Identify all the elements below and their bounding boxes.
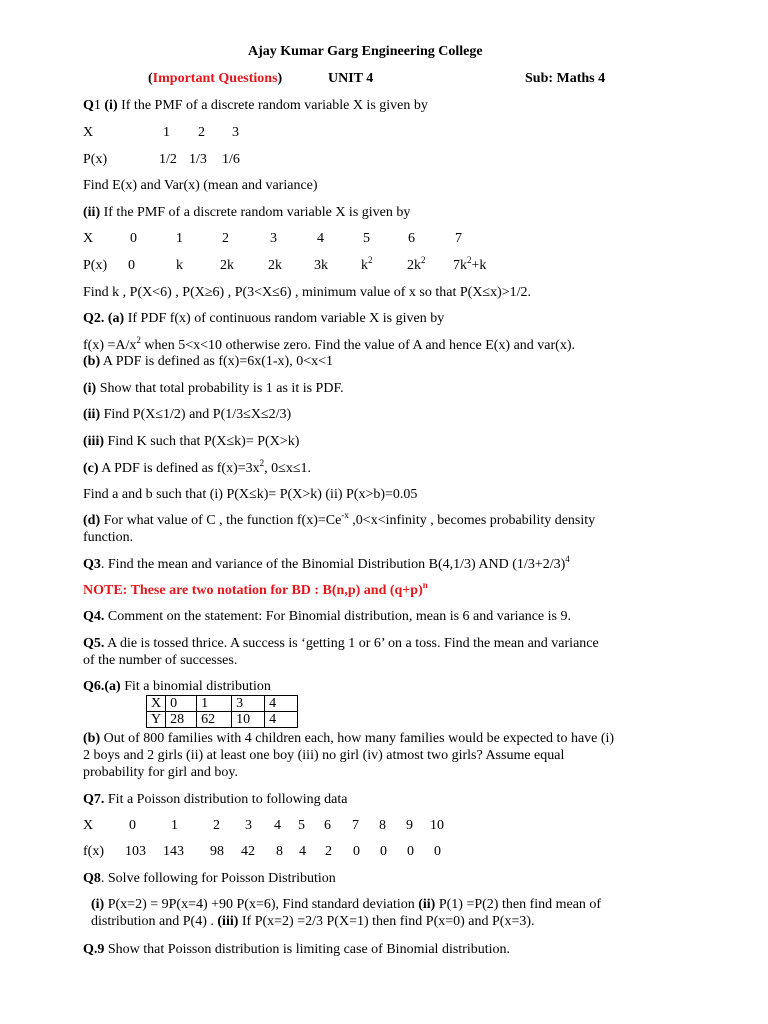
q2-c-find: Find a and b such that (i) P(X≤k)= P(X>k) (ii) P(x>b)=0.05 (83, 487, 418, 502)
q1-part-ii: (ii) (83, 205, 101, 220)
q1-t2-p-value: 2k (407, 258, 421, 273)
q1-t2-x-7: 7 (455, 231, 462, 246)
q3-note-sup: n (422, 580, 428, 590)
q1-t1-x-0: 1 (163, 125, 170, 140)
q3-text-a: . Find the mean and variance of the Binomial Distribution B(4,1/3) AND (1/3+2/3) (100, 557, 566, 572)
important-questions-label (148, 70, 282, 87)
q3-note (83, 582, 428, 599)
q7-x-9: 9 (406, 818, 413, 833)
q7-x-6: 6 (324, 818, 331, 833)
q9-num: Q.9 (83, 942, 105, 957)
q1-t2-x-2: 2 (222, 231, 229, 246)
q8-ii-text: P(1) =P(2) then find mean of (435, 897, 602, 912)
q2-stem-d-a: For what value of C , the function f(x)=Ce (100, 513, 342, 528)
q9-text (83, 941, 510, 958)
q9-text-body: Show that Poisson distribution is limiting case of Binomial distribution. (104, 942, 511, 957)
q1-t1-px-label: P(x) (83, 152, 108, 167)
q2-b-ii-label: (ii) (83, 407, 101, 422)
table-cell: 3 (232, 696, 265, 712)
q7-stem (83, 791, 347, 808)
q2-fx-a: f(x) =A/x (83, 338, 137, 353)
q7-x-label: X (83, 818, 94, 833)
q3-sup: 4 (565, 554, 570, 564)
q2-fx-b: when 5<x<10 otherwise zero. Find the value of A and hence E(x) and var(x). (140, 338, 575, 353)
q7-f-6: 2 (325, 844, 332, 859)
paren-close: ) (277, 71, 283, 86)
q1-t2-x-0: 0 (130, 231, 137, 246)
q5-text-a: A die is tossed thrice. A success is ‘getting 1 or 6’ on a toss. Find the mean and variance (104, 636, 599, 651)
q7-num: Q7. (83, 792, 105, 807)
q2-b-i-text: Show that total probability is 1 as it is PDF. (96, 381, 344, 396)
q1-t2-p-value: 7k (453, 258, 467, 273)
q6-b-line1 (83, 730, 614, 747)
q8-num: Q8 (83, 871, 101, 886)
q7-x-7: 7 (352, 818, 359, 833)
binomial-table-row-x (147, 696, 298, 712)
q2-stem-a: If PDF f(x) of continuous random variable X is given by (124, 311, 445, 326)
q2-stem-c-a: A PDF is defined as f(x)=3x (98, 461, 260, 476)
unit-label: UNIT 4 (328, 71, 374, 86)
q6-stem-text: Fit a binomial distribution (120, 679, 271, 694)
q1-find2: Find k , P(X<6) , P(X≥6) , P(3<X≤6) , minimum value of x so that P(X≤x)>1/2. (83, 285, 532, 300)
q4-num: Q4. (83, 609, 105, 624)
q1-t2-p-value: k (176, 258, 183, 273)
q7-x-3: 3 (245, 818, 252, 833)
q7-f-8: 0 (380, 844, 387, 859)
q2-d-stem (83, 512, 595, 529)
q1-t1-x-label: X (83, 125, 94, 140)
q1-t1-p-0: 1/2 (159, 152, 177, 167)
q1-t2-p-value: 2k (220, 258, 234, 273)
q3-text (83, 556, 570, 573)
q8-line1 (91, 896, 601, 913)
q1-t2-x-label: X (83, 231, 94, 246)
q2-b-i (83, 380, 344, 397)
q1-t2-p-6 (407, 257, 426, 274)
q2-part-d: (d) (83, 513, 101, 528)
q1-ii-stem (83, 204, 410, 221)
q1-t2-p-suffix: +k (471, 258, 487, 273)
q2-part-b: (b) (83, 354, 101, 369)
table-cell: 28 (166, 712, 197, 728)
q2-stem-d-sup: -x (341, 510, 349, 520)
q6-b-line3: probability for girl and boy. (83, 765, 239, 780)
q1-t2-p-value: k (361, 258, 368, 273)
q2-b-i-label: (i) (83, 381, 97, 396)
q2-stem (83, 310, 444, 327)
q7-f-1: 143 (163, 844, 184, 859)
q2-stem-b: A PDF is defined as f(x)=6x(1-x), 0<x<1 (100, 354, 334, 369)
q8-i-text: P(x=2) = 9P(x=4) +90 P(x=6), Find standard deviation (104, 897, 419, 912)
q1-stem2-text: If the PMF of a discrete random variable X is given by (100, 205, 411, 220)
q2-part-a: (a) (107, 311, 125, 326)
q8-ii-label: (ii) (418, 897, 436, 912)
subject-label: Sub: Maths 4 (525, 71, 606, 86)
q1-t2-px-label: P(x) (83, 258, 108, 273)
q5-text (83, 635, 599, 652)
q1-t2-p-4 (314, 257, 328, 274)
q1-t2-p-value: 2k (268, 258, 282, 273)
q2-stem-c-b: , 0≤x≤1. (264, 461, 312, 476)
q6-part-b: (b) (83, 731, 101, 746)
q3-note-text: NOTE: These are two notation for BD : B(n,p) and (q+p) (83, 583, 423, 598)
q1-t2-x-1: 1 (176, 231, 183, 246)
paren-open: ( (148, 71, 153, 86)
q2-stem-d-b: ,0<x<infinity , becomes probability density (348, 513, 596, 528)
q7-stem-text: Fit a Poisson distribution to following data (104, 792, 348, 807)
q2-stem-c-sup: 2 (259, 458, 265, 468)
q1-t2-x-5: 5 (363, 231, 370, 246)
q6-stem (83, 678, 271, 695)
q2-fx-line (83, 337, 575, 354)
q4-text (83, 608, 571, 625)
q1-t1-x-1: 2 (198, 125, 205, 140)
table-cell: 10 (232, 712, 265, 728)
q1-t1-p-1: 1/3 (189, 152, 207, 167)
q2-c-stem (83, 460, 311, 477)
q1-t2-p-0 (128, 257, 135, 274)
college-title: Ajay Kumar Garg Engineering College (248, 44, 483, 59)
q8-i-label: (i) (91, 897, 105, 912)
q7-f-2: 98 (210, 844, 224, 859)
q7-f-4: 8 (276, 844, 283, 859)
q8-iii-label: (iii) (217, 914, 239, 929)
q1-t2-p-1 (176, 257, 183, 274)
q7-x-5: 5 (298, 818, 305, 833)
q6-b-line2: 2 boys and 2 girls (ii) at least one boy (iii) no girl (iv) atmost two girls? Assume equal (83, 748, 565, 763)
q1-t2-p-2 (220, 257, 234, 274)
q2-part-c: (c) (83, 461, 99, 476)
table-cell: 0 (166, 696, 197, 712)
q1-t2-p-sup: 2 (467, 255, 472, 265)
q5-line2: of the number of successes. (83, 653, 238, 668)
q1-t2-p-5 (361, 257, 373, 274)
q7-x-10: 10 (430, 818, 444, 833)
q7-x-0: 0 (129, 818, 136, 833)
q1-t2-x-6: 6 (408, 231, 415, 246)
q2-num: Q2. (83, 311, 105, 326)
q2-b-iii-text: Find K such that P(X≤k)= P(X>k) (104, 434, 300, 449)
table-cell: X (147, 696, 166, 712)
q8-stem-text: . Solve following for Poisson Distribution (100, 871, 336, 886)
q8-line2-a: distribution and P(4) . (91, 914, 218, 929)
q1-find1: Find E(x) and Var(x) (mean and variance) (83, 178, 318, 193)
q1-num-a: Q (83, 98, 94, 113)
q1-stem-text: If the PMF of a discrete random variable X is given by (117, 98, 428, 113)
binomial-table-row-y (147, 712, 298, 728)
table-cell: 62 (197, 712, 232, 728)
q1-t2-p-value: 0 (128, 258, 135, 273)
q7-f-7: 0 (353, 844, 360, 859)
q1-t2-x-3: 3 (270, 231, 277, 246)
table-cell: 4 (265, 712, 298, 728)
q2-d-line2: function. (83, 530, 134, 545)
q1-num-b: 1 (93, 98, 101, 113)
q7-f-10: 0 (434, 844, 441, 859)
binomial-table (146, 695, 298, 728)
q1-t1-x-2: 3 (232, 125, 239, 140)
q1-t2-p-value: 3k (314, 258, 328, 273)
q1-t1-p-2: 1/6 (222, 152, 240, 167)
q7-x-4: 4 (274, 818, 281, 833)
q7-x-1: 1 (171, 818, 178, 833)
q7-f-5: 4 (299, 844, 306, 859)
q7-x-2: 2 (213, 818, 220, 833)
q6-num: Q6.(a) (83, 679, 121, 694)
q8-iii-text: If P(x=2) =2/3 P(X=1) then find P(x=0) and P(x=3). (238, 914, 535, 929)
q1-stem (83, 97, 428, 114)
q4-text-body: Comment on the statement: For Binomial distribution, mean is 6 and variance is 9. (104, 609, 571, 624)
q1-t2-p-3 (268, 257, 282, 274)
q5-num: Q5. (83, 636, 105, 651)
important-questions-text: Important Questions (152, 71, 278, 86)
table-cell: Y (147, 712, 166, 728)
table-cell: 4 (265, 696, 298, 712)
q1-t2-x-4: 4 (317, 231, 324, 246)
q3-num: Q3 (83, 557, 101, 572)
q2-b-ii (83, 406, 291, 423)
q1-t2-p-7 (453, 257, 486, 274)
q2-b-iii (83, 433, 299, 450)
q7-f-9: 0 (407, 844, 414, 859)
q2-b-iii-label: (iii) (83, 434, 104, 449)
q1-t2-p-sup: 2 (421, 255, 426, 265)
q7-x-8: 8 (379, 818, 386, 833)
q2-b-stem (83, 353, 333, 370)
q2-fx-sup: 2 (136, 335, 141, 345)
q7-f-3: 42 (241, 844, 255, 859)
q1-t2-p-sup: 2 (368, 255, 373, 265)
q7-fx-label: f(x) (83, 844, 104, 859)
table-cell: 1 (197, 696, 232, 712)
q1-part-i: (i) (104, 98, 118, 113)
q7-f-0: 103 (125, 844, 146, 859)
q8-stem (83, 870, 336, 887)
q2-b-ii-text: Find P(X≤1/2) and P(1/3≤X≤2/3) (100, 407, 292, 422)
q8-line2 (91, 913, 535, 930)
q6-b-line1-text: Out of 800 families with 4 children each, how many families would be expected to have (i) (100, 731, 615, 746)
